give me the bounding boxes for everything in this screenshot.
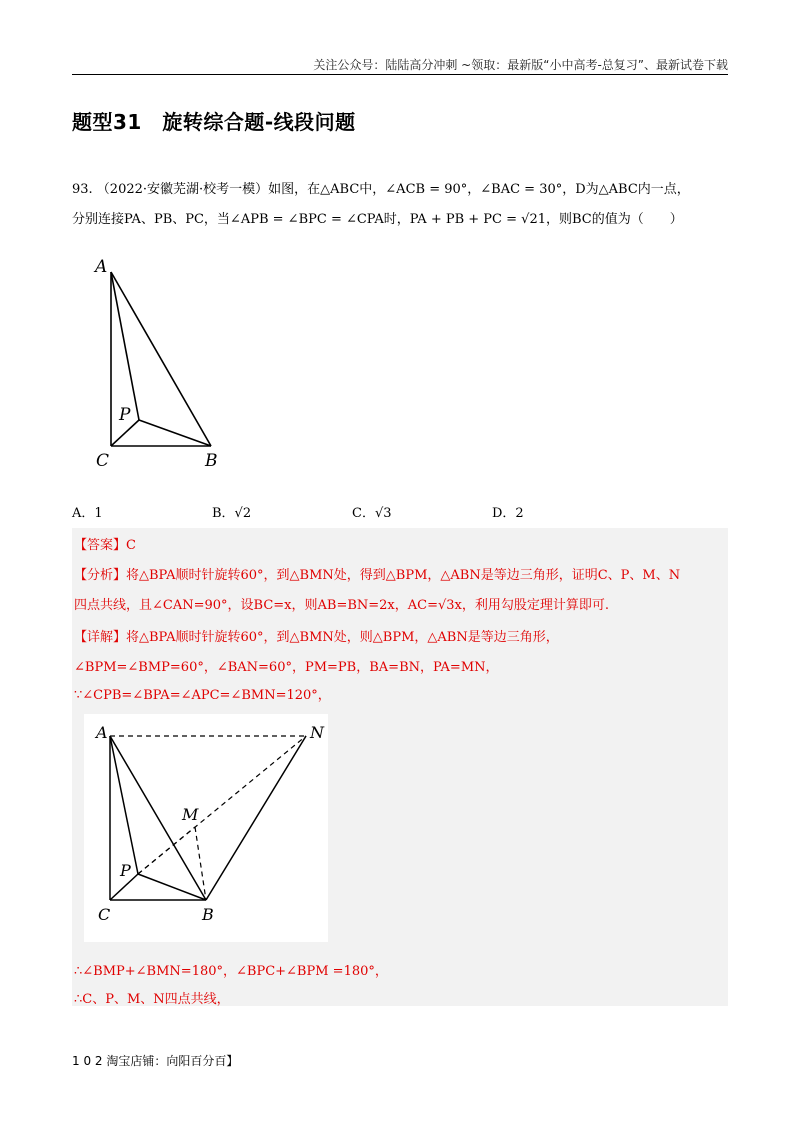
segment-pa (111, 272, 139, 420)
choice-a: A．1 (72, 506, 103, 521)
page-footer: 1 0 2 淘宝店铺：向阳百分百】 (72, 1054, 239, 1068)
segment-pb (139, 420, 211, 446)
question-line-1: 93. （2022·安徽芜湖·校考一模）如图，在△ABC中，∠ACB = 90°，∠BAC = 30°，D为△ABC内一点， (72, 182, 690, 197)
page-header: 关注公众号：陆陆高分冲刺 ~领取：最新版“小中高考-总复习”、最新试卷下载 (313, 58, 728, 72)
label-c: C (98, 905, 111, 924)
detail-line-1: 【详解】将△BPA顺时针旋转60°，到△BMN处，则△BPM，△ABN是等边三角形， (74, 630, 559, 645)
section-title: 题型31 旋转综合题-线段问题 (72, 110, 356, 134)
segment-bn (206, 736, 306, 900)
label-a: A (96, 723, 108, 742)
choice-b: B．√2 (212, 506, 252, 521)
label-b: B (205, 451, 218, 471)
header-rule (72, 74, 728, 75)
segment-pb (138, 874, 206, 900)
solution-figure (84, 714, 328, 942)
label-m: M (182, 805, 199, 824)
detail-line-2: ∠BPM=∠BMP=60°，∠BAN=60°，PM=PB，BA=BN，PA=MN， (74, 660, 499, 675)
segment-pn-dashed (138, 736, 306, 874)
choice-d: D．2 (492, 506, 524, 521)
label-a: A (95, 257, 108, 277)
label-b: B (202, 905, 214, 924)
answer-line: 【答案】C (74, 538, 136, 553)
question-figure (80, 250, 250, 475)
segment-pa (110, 736, 138, 874)
analysis-line-2: 四点共线，且∠CAN=90°，设BC=x，则AB=BN=2x，AC=√3x，利用勾股定理计算即可. (74, 598, 610, 613)
solution-block (72, 528, 728, 1006)
detail-line-3: ∵∠CPB=∠BPA=∠APC=∠BMN=120°， (74, 688, 331, 703)
label-p: P (120, 861, 131, 880)
conclusion-line-1: ∴∠BMP+∠BMN=180°，∠BPC+∠BPM =180°， (74, 964, 388, 979)
label-n: N (310, 723, 324, 742)
conclusion-line-2: ∴C、P、M、N四点共线， (74, 992, 230, 1007)
segment-mb-dashed (195, 827, 206, 900)
choice-c: C．√3 (352, 506, 392, 521)
question-line-2: 分别连接PA、PB、PC，当∠APB = ∠BPC = ∠CPA时，PA + PB + PC = √21，则BC的值为（ ） (72, 212, 683, 227)
analysis-line-1: 【分析】将△BPA顺时针旋转60°，到△BMN处，得到△BPM，△ABN是等边三角形，证明C、P、M、N (74, 568, 681, 583)
label-p: P (119, 405, 131, 425)
label-c: C (96, 451, 110, 471)
